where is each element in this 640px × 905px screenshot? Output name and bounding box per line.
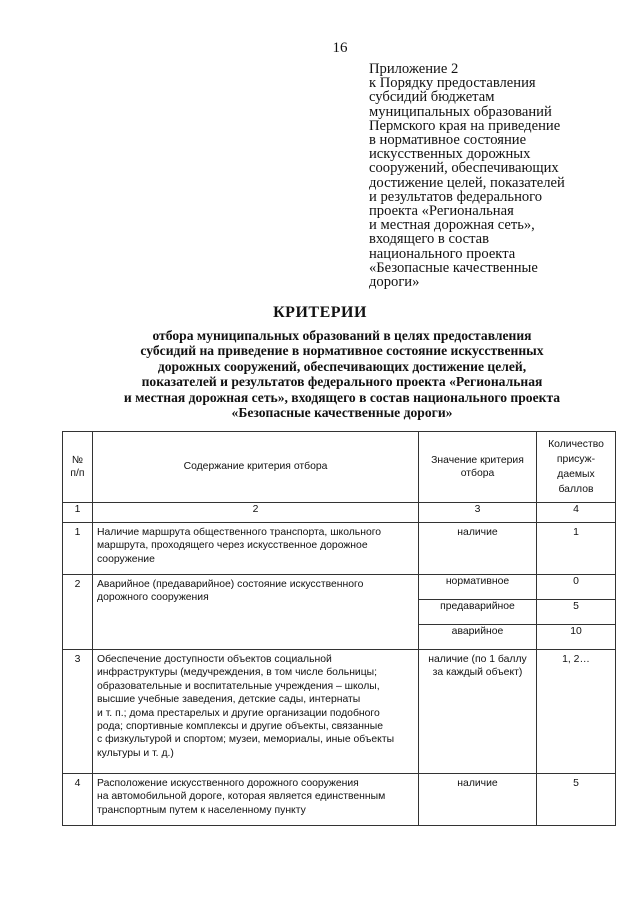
subtitle-line: субсидий на приведение в нормативное состояние искусственных	[140, 343, 544, 359]
table-row	[63, 575, 616, 600]
criterion-points: 5	[537, 774, 616, 826]
appendix-line: входящего в состав	[369, 231, 490, 248]
criterion-value: наличие	[419, 774, 537, 826]
column-index: 1	[63, 503, 93, 523]
appendix-line: сооружений, обеспечивающих	[369, 160, 559, 177]
appendix-line: к Порядку предоставления	[369, 75, 536, 92]
criterion-points: 1	[537, 523, 616, 575]
criterion-value: наличие	[419, 523, 537, 575]
row-number: 3	[63, 650, 93, 774]
column-index: 2	[93, 503, 419, 523]
column-index: 4	[537, 503, 616, 523]
table-row	[63, 523, 616, 575]
column-index: 3	[419, 503, 537, 523]
header-content: Содержание критерия отбора	[93, 432, 419, 503]
appendix-line: субсидий бюджетам	[369, 89, 495, 106]
subtitle-line: дорожных сооружений, обеспечивающих достижение целей,	[157, 358, 527, 374]
criterion-points: 5	[537, 600, 616, 625]
table-row	[63, 650, 616, 774]
appendix-line: в нормативное состояние	[369, 132, 527, 149]
appendix-line: Пермского края на приведение	[369, 117, 561, 134]
appendix-line: муниципальных образований	[369, 103, 552, 120]
appendix-line: и результатов федерального	[369, 188, 543, 205]
criterion-value: аварийное	[419, 625, 537, 650]
subtitle-line: и местная дорожная сеть», входящего в состав национального проекта	[123, 389, 561, 405]
header-value: Значение критерия отбора	[419, 432, 537, 503]
header-num: № п/п	[63, 432, 93, 503]
criterion-text: Обеспечение доступности объектов социальной инфраструктуры (медучреждения, в том числе больницы; образовательные и воспитательные учреждения – школы, высшие учебные заведения, детские сады, интернаты и т. п.; дома престарелых и другие организации подобного рода; спортивные комплексы и другие объекты, связанные с физкультурой и спортом; музеи, мемориалы, иные объекты культуры и т. д.)	[93, 650, 419, 774]
appendix-line: Приложение 2	[369, 61, 459, 77]
row-number: 1	[63, 523, 93, 575]
criterion-points: 10	[537, 625, 616, 650]
appendix-line: дороги»	[369, 274, 420, 291]
header-points: Количество присуж- даемых баллов	[537, 432, 616, 503]
criteria-table	[62, 431, 616, 826]
row-number: 2	[63, 575, 93, 650]
criterion-points: 1, 2…	[537, 650, 616, 774]
appendix-line: национального проекта	[369, 245, 516, 262]
subtitle-line: «Безопасные качественные дороги»	[231, 405, 453, 421]
column-index-row	[63, 503, 616, 523]
table-row	[63, 774, 616, 826]
criterion-text: Аварийное (предаварийное) состояние искусственного дорожного сооружения	[93, 575, 419, 650]
appendix-line: и местная дорожная сеть»,	[369, 217, 535, 234]
criterion-text: Расположение искусственного дорожного сооружения на автомобильной дороге, которая является единственным транспортным путем к населенному пункту	[93, 774, 419, 826]
page-number: 16	[332, 40, 348, 56]
criterion-text: Наличие маршрута общественного транспорта, школьного маршрута, проходящего через искусственное дорожное сооружение	[93, 523, 419, 575]
document-title: КРИТЕРИИ	[273, 304, 367, 321]
appendix-line: проекта «Региональная	[369, 203, 514, 220]
appendix-line: искусственных дорожных	[369, 146, 531, 163]
appendix-line: «Безопасные качественные	[369, 259, 538, 276]
subtitle-line: отбора муниципальных образований в целях предоставления	[152, 328, 532, 343]
appendix-line: достижение целей, показателей	[369, 174, 565, 191]
criterion-value: нормативное	[419, 575, 537, 600]
subtitle-line: показателей и результатов федерального проекта «Региональная	[141, 374, 543, 390]
criterion-value: предаварийное	[419, 600, 537, 625]
document-subtitle	[80, 328, 604, 420]
table-header-row	[63, 432, 616, 503]
criterion-points: 0	[537, 575, 616, 600]
appendix-note	[369, 62, 599, 289]
row-number: 4	[63, 774, 93, 826]
criterion-value: наличие (по 1 баллу за каждый объект)	[419, 650, 537, 774]
